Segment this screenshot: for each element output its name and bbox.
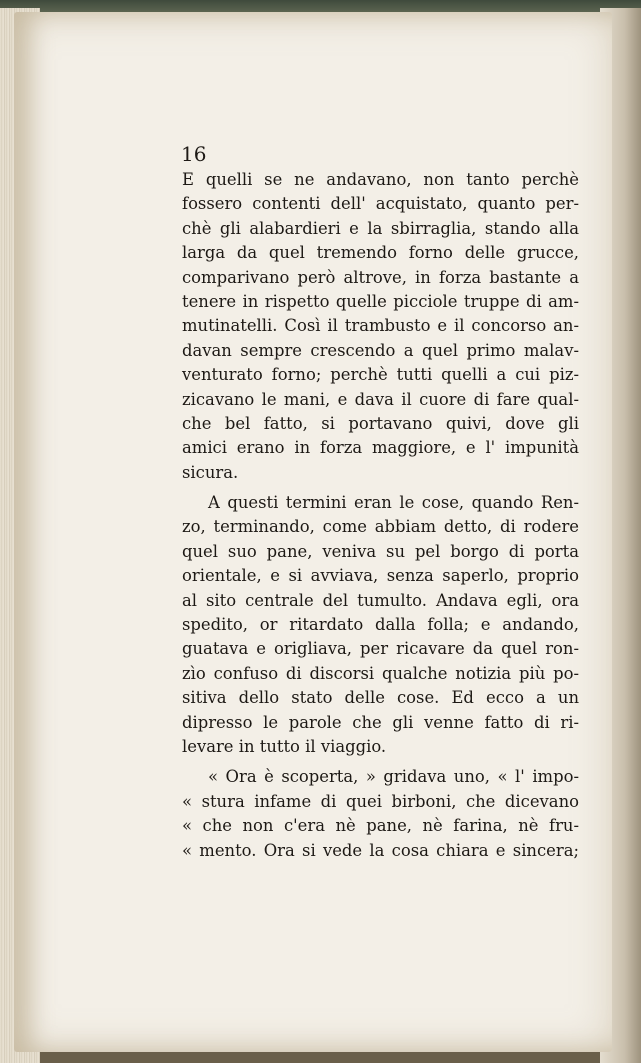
text-line: che bel fatto, si portavano quivi, dove gli (182, 413, 579, 433)
text-line: dipresso le parole che gli venne fatto di ri- (182, 712, 579, 732)
text-line: spedito, or ritardato dalla folla; e andando, (182, 615, 579, 635)
text-line: A questi termini eran le cose, quando Ren- (208, 493, 579, 513)
text-line: tenere in rispetto quelle picciole truppe di am- (182, 291, 579, 311)
text-line: quel suo pane, veniva su pel borgo di porta (182, 541, 579, 561)
text-line: « Ora è scoperta, » gridava uno, « l' impo- (208, 767, 579, 787)
text-line: zo, terminando, come abbiam detto, di rodere (182, 517, 579, 537)
text-line: larga da quel tremendo forno delle grucce, (182, 243, 579, 263)
text-line: fossero contenti dell' acquistato, quanto per- (182, 194, 579, 214)
text-line: sitiva dello stato delle cose. Ed ecco a un (182, 688, 579, 708)
text-line: chè gli alabardieri e la sbirraglia, stando alla (182, 218, 579, 238)
page-number: 16 (181, 142, 207, 166)
text-line: comparivano però altrove, in forza bastante a (182, 267, 579, 287)
text-line: « stura infame di quei birboni, che dicevano (182, 791, 579, 811)
paragraph (182, 765, 579, 863)
text-line: E quelli se ne andavano, non tanto perchè (182, 170, 579, 189)
text-line: orientale, e si avviava, senza saperlo, proprio (182, 566, 579, 586)
text-line: « che non c'era nè pane, nè farina, nè fru- (182, 816, 579, 836)
text-line: zìo confuso di discorsi qualche notizia più po- (182, 663, 579, 683)
text-line: zicavano le mani, e dava il cuore di fare qual- (182, 389, 579, 409)
text-line: davan sempre crescendo a quel primo malav- (182, 340, 579, 360)
text-line: sicura. (182, 462, 239, 482)
text-line: « mento. Ora si vede la cosa chiara e sincera; (182, 840, 579, 860)
text-line: al sito centrale del tumulto. Andava egli, ora (182, 590, 579, 610)
book-top-edge (0, 0, 641, 12)
text-line: mutinatelli. Così il trambusto e il concorso an- (182, 316, 579, 336)
text-line: amici erano in forza maggiore, e l' impunità (182, 438, 579, 458)
paragraph (182, 168, 579, 485)
text-line: levare in tutto il viaggio. (182, 736, 387, 756)
body-text (182, 168, 579, 863)
text-line: venturato forno; perchè tutti quelli a cui piz- (182, 365, 579, 385)
text-line: guatava e origliava, per ricavare da quel ron- (182, 639, 579, 659)
paragraph (182, 491, 579, 759)
